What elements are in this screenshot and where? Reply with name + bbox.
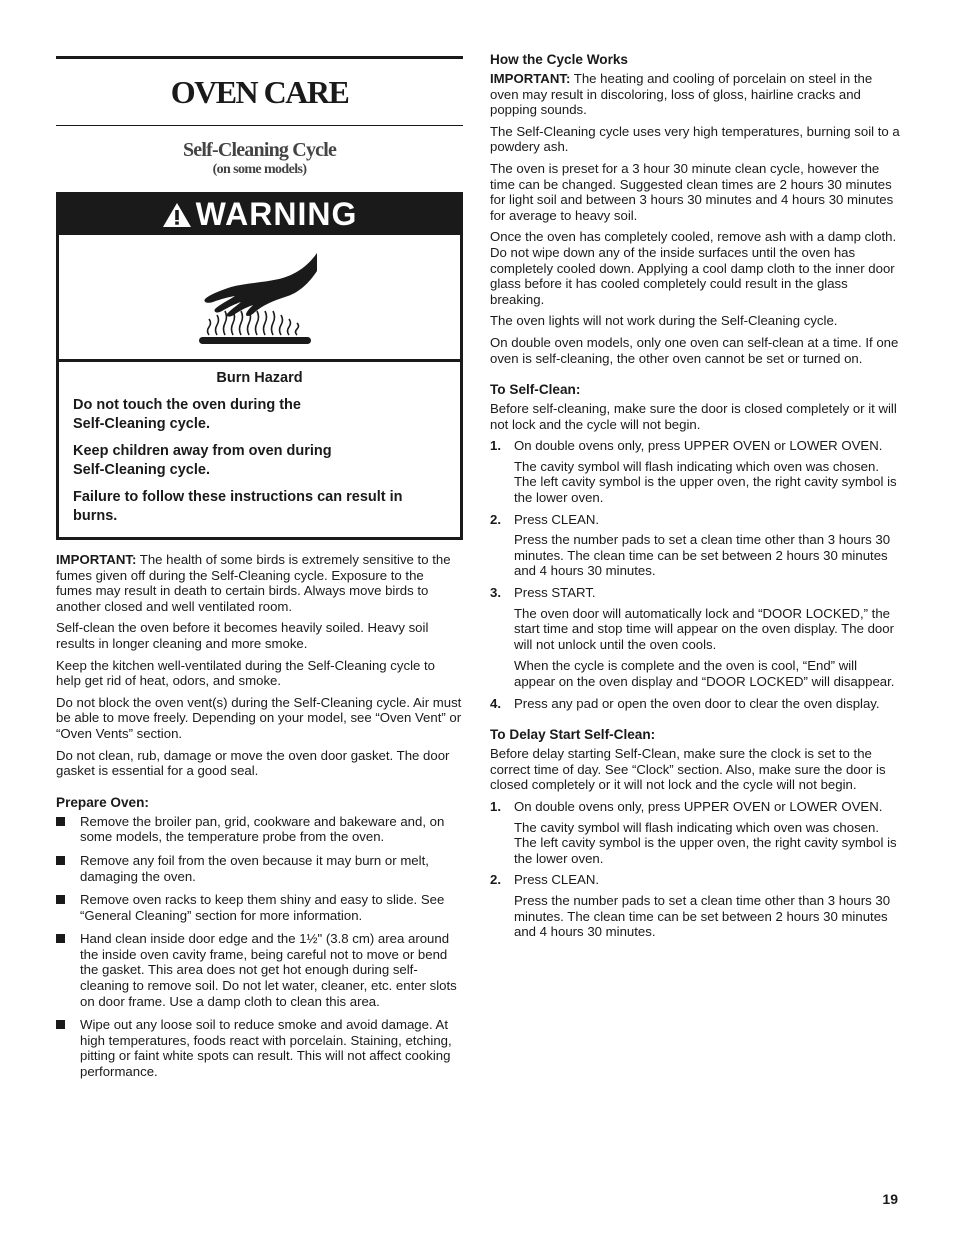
- paragraph: Self-clean the oven before it becomes heavily soiled. Heavy soil results in longer cleaning and more smoke.: [56, 620, 429, 651]
- step-item: [490, 799, 900, 815]
- step-item: [490, 696, 900, 712]
- step-item: [490, 872, 900, 888]
- warning-line: Do not touch the oven during the Self-Cleaning cycle.: [73, 397, 301, 432]
- paragraph: The oven lights will not work during the Self-Cleaning cycle.: [490, 313, 838, 329]
- step-text: Press CLEAN.: [514, 511, 600, 527]
- important-text: The heating and cooling of porcelain on steel in the oven may result in discoloring, loss of gloss, hairline cracks and popping sounds.: [490, 71, 873, 118]
- important-label: IMPORTANT:: [490, 71, 571, 86]
- self-clean-intro: Before self-cleaning, make sure the door is closed completely or it will not lock and the cycle will not begin.: [490, 401, 897, 432]
- step-number: 3.: [490, 585, 501, 601]
- step-text: Press any pad or open the oven door to clear the oven display.: [514, 695, 880, 711]
- bullet-square-icon: [56, 895, 65, 904]
- hazard-title: Burn Hazard: [216, 370, 303, 386]
- step-text: Press CLEAN.: [514, 872, 600, 888]
- step-number: 1.: [490, 798, 501, 814]
- paragraph: Do not clean, rub, damage or move the oven door gasket. The door gasket is essential for a good seal.: [56, 747, 450, 779]
- step-detail: When the cycle is complete and the oven is cool, “End” will appear on the oven display and “DOOR LOCKED” will disappear.: [514, 658, 895, 689]
- delay-start-intro: Before delay starting Self-Clean, make sure the clock is set to the correct time of day. See “Clock” section. Also, make sure the door is closed completely or it will not lock and the cycle will not begin.: [490, 746, 886, 793]
- burn-hazard-pictogram: [59, 235, 460, 362]
- title-rule: [56, 125, 463, 126]
- paragraph: Do not block the oven vent(s) during the Self-Cleaning cycle. Air must be able to move freely. Depending on your model, see “Oven Vent” or “Oven Vents” section.: [56, 694, 462, 741]
- step-detail: Press the number pads to set a clean time other than 3 hours 30 minutes. The clean time can be set between 2 hours 30 minutes and 4 hours 30 minutes.: [514, 532, 891, 579]
- section-subnote: (on some models): [212, 162, 307, 177]
- warning-line: Failure to follow these instructions can result in burns.: [73, 489, 403, 524]
- right-column: [490, 52, 900, 946]
- hot-surface-hand-icon: [195, 249, 325, 345]
- warning-box: [56, 192, 463, 540]
- warning-body: [59, 362, 460, 537]
- important-text: The health of some birds is extremely sensitive to the fumes given off during the Self-Cleaning cycle. Exposure to the fumes may result in death to certain birds. Always move birds to another closed and well ventilated room.: [56, 552, 451, 614]
- step-text: On double ovens only, press UPPER OVEN or LOWER OVEN.: [514, 438, 883, 454]
- step-item: [490, 438, 900, 454]
- step-text: On double ovens only, press UPPER OVEN or LOWER OVEN.: [514, 798, 883, 814]
- section-title: Self-Cleaning Cycle: [182, 139, 337, 161]
- warning-triangle-icon: [162, 201, 192, 229]
- list-item: Hand clean inside door edge and the 1½" (3.8 cm) area around the inside oven cavity frame, being careful not to move or bend the gasket. This area does not get hot enough during self-cleaning to remove soil. Do not let water, cleaner, etc. enter slots on door frame. Use a damp cloth to clean this area.: [56, 931, 463, 1009]
- page-number: 19: [882, 1191, 898, 1207]
- step-number: 1.: [490, 438, 501, 454]
- step-number: 4.: [490, 695, 501, 711]
- page-title: OVEN CARE: [170, 74, 349, 110]
- bullet-square-icon: [56, 1020, 65, 1029]
- bullet-square-icon: [56, 934, 65, 943]
- step-detail: The cavity symbol will flash indicating which oven was chosen. The left cavity symbol is the upper oven, the right cavity symbol is the lower oven.: [514, 819, 897, 866]
- list-item: Wipe out any loose soil to reduce smoke and avoid damage. At high temperatures, foods react with porcelain. Staining, etching, pitting or faint white spots can result. This will not affect cooking performance.: [56, 1017, 463, 1079]
- step-number: 2.: [490, 511, 501, 527]
- step-text: Press START.: [514, 585, 596, 601]
- paragraph: On double oven models, only one oven can self-clean at a time. If one oven is self-cleaning, the other oven cannot be set or turned on.: [490, 334, 899, 366]
- bullet-square-icon: [56, 856, 65, 865]
- step-detail: The cavity symbol will flash indicating which oven was chosen. The left cavity symbol is the upper oven, the right cavity symbol is the lower oven.: [514, 458, 897, 506]
- warning-label: WARNING: [195, 196, 358, 233]
- important-paragraph: [490, 71, 900, 118]
- delay-start-heading: To Delay Start Self-Clean:: [490, 727, 656, 743]
- step-item: [490, 512, 900, 528]
- prepare-oven-heading: Prepare Oven:: [56, 794, 149, 810]
- self-clean-heading: To Self-Clean:: [490, 382, 581, 398]
- step-detail: The oven door will automatically lock and “DOOR LOCKED,” the start time and stop time will appear on the oven display. The door will not unlock until the oven cools.: [514, 605, 894, 652]
- important-label: IMPORTANT:: [56, 552, 137, 567]
- warning-header: [59, 195, 460, 235]
- top-rule: [56, 56, 463, 59]
- paragraph: Once the oven has completely cooled, remove ash with a damp cloth. Do not wipe down any of the inside surfaces until the oven has completely cooled down. Applying a cool damp cloth to the inner door glass before it has cooled completely could result in the glass breaking.: [490, 229, 897, 307]
- list-item: Remove any foil from the oven because it may burn or melt, damaging the oven.: [56, 853, 463, 884]
- list-item: Remove the broiler pan, grid, cookware and bakeware and, on some models, the temperature probe from the oven.: [56, 814, 463, 845]
- paragraph: Keep the kitchen well-ventilated during the Self-Cleaning cycle to help get rid of heat, odors, and smoke.: [56, 657, 435, 689]
- bullet-square-icon: [56, 817, 65, 826]
- paragraph: The oven is preset for a 3 hour 30 minute clean cycle, however the time can be changed. Suggested clean times are 2 hours 30 minutes for light soil and between 3 hours 30 minutes and 4 hours 30 minutes for average to heavy soil.: [490, 160, 894, 223]
- prepare-oven-list: [56, 814, 463, 1080]
- step-detail: Press the number pads to set a clean time other than 3 hours 30 minutes. The clean time can be set between 2 hours 30 minutes and 4 hours 30 minutes.: [514, 892, 891, 940]
- warning-line: Keep children away from oven during Self-Cleaning cycle.: [73, 443, 332, 478]
- step-item: [490, 585, 900, 601]
- important-paragraph: [56, 552, 463, 614]
- step-number: 2.: [490, 872, 501, 888]
- how-cycle-works-heading: How the Cycle Works: [490, 52, 628, 67]
- paragraph: The Self-Cleaning cycle uses very high temperatures, burning soil to a powdery ash.: [490, 123, 900, 155]
- left-column: [56, 56, 463, 1088]
- list-item: Remove oven racks to keep them shiny and easy to slide. See “General Cleaning” section for more information.: [56, 892, 463, 923]
